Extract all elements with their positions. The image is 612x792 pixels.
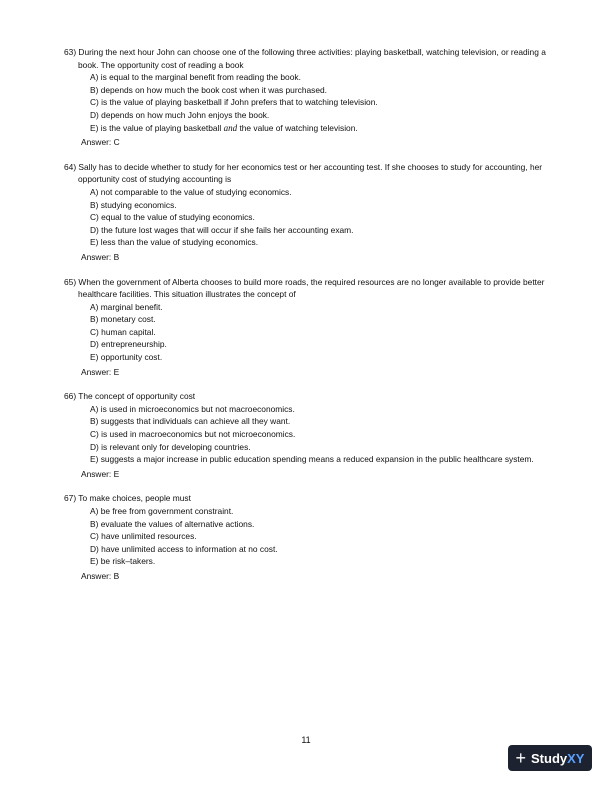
option-c: C) is used in macroeconomics but not microeconomics. — [90, 429, 296, 440]
question-stem: 67) To make choices, people must — [64, 493, 191, 504]
option-a: A) not comparable to the value of studying economics. — [90, 186, 292, 197]
question-stem: 63) During the next hour John can choose one of the following three activities: playing basketball, watching television, or reading a book. The opportunity cost of reading a book — [64, 47, 546, 70]
option-list — [90, 505, 564, 568]
question-64 — [64, 161, 564, 264]
option-e: E) suggests a major increase in public education spending means a reduced expansion in the public healthcare system. — [90, 454, 534, 465]
option-a: A) marginal benefit. — [90, 301, 163, 312]
option-a: A) is used in microeconomics but not macroeconomics. — [90, 403, 295, 414]
question-stem: 65) When the government of Alberta chooses to build more roads, the required resources are no longer available to provide better healthcare facilities. This situation illustrates the concept of — [64, 276, 545, 300]
option-e-text-after: the value of watching television. — [237, 122, 358, 133]
plus-icon: + — [515, 748, 527, 768]
question-63 — [64, 46, 564, 149]
answer-line: Answer: E — [81, 366, 120, 377]
option-list — [90, 186, 564, 249]
question-page — [64, 46, 564, 595]
option-a: A) is equal to the marginal benefit from reading the book. — [90, 72, 301, 83]
question-stem: 66) The concept of opportunity cost — [64, 391, 196, 402]
option-d: D) the future lost wages that will occur if she fails her accounting exam. — [90, 224, 354, 235]
answer-line: Answer: C — [81, 137, 120, 148]
answer-line: Answer: B — [81, 570, 120, 581]
option-e: E) less than the value of studying economics. — [90, 237, 259, 248]
question-65 — [64, 276, 564, 379]
option-c: C) equal to the value of studying economics. — [90, 212, 255, 223]
option-e-text-before: E) is the value of playing basketball — [90, 122, 224, 133]
option-c: C) human capital. — [90, 326, 156, 337]
option-d: D) entrepreneurship. — [90, 339, 167, 350]
question-66 — [64, 390, 564, 480]
option-c: C) have unlimited resources. — [90, 531, 197, 542]
option-b: B) suggests that individuals can achieve all they want. — [90, 416, 291, 427]
studyxy-badge[interactable] — [508, 745, 592, 771]
option-b: B) evaluate the values of alternative actions. — [90, 518, 255, 529]
option-b: B) depends on how much the book cost when it was purchased. — [90, 84, 327, 95]
option-list — [90, 301, 564, 364]
option-d: D) is relevant only for developing countries. — [90, 441, 251, 452]
option-d: D) depends on how much John enjoys the book. — [90, 109, 270, 120]
option-e: E) be risk–takers. — [90, 556, 156, 567]
option-e-italic-word: and — [223, 122, 238, 133]
option-list — [90, 403, 564, 466]
answer-line: Answer: B — [81, 251, 120, 262]
option-list — [90, 71, 564, 134]
question-67 — [64, 492, 564, 582]
option-b: B) studying economics. — [90, 199, 177, 210]
page-number: 11 — [301, 735, 311, 745]
option-c: C) is the value of playing basketball if John prefers that to watching television. — [90, 97, 378, 108]
option-e: E) opportunity cost. — [90, 352, 163, 363]
answer-line: Answer: E — [81, 468, 120, 479]
brand-study: Study — [531, 750, 568, 766]
option-a: A) be free from government constraint. — [90, 506, 234, 516]
question-stem: 64) Sally has to decide whether to study for her economics test or her accounting test. If she chooses to study for accounting, her opportunity cost of studying accounting is — [64, 161, 543, 185]
option-b: B) monetary cost. — [90, 314, 156, 325]
brand-xy: XY — [567, 750, 585, 766]
option-d: D) have unlimited access to information at no cost. — [90, 543, 278, 554]
option-e — [90, 122, 564, 135]
